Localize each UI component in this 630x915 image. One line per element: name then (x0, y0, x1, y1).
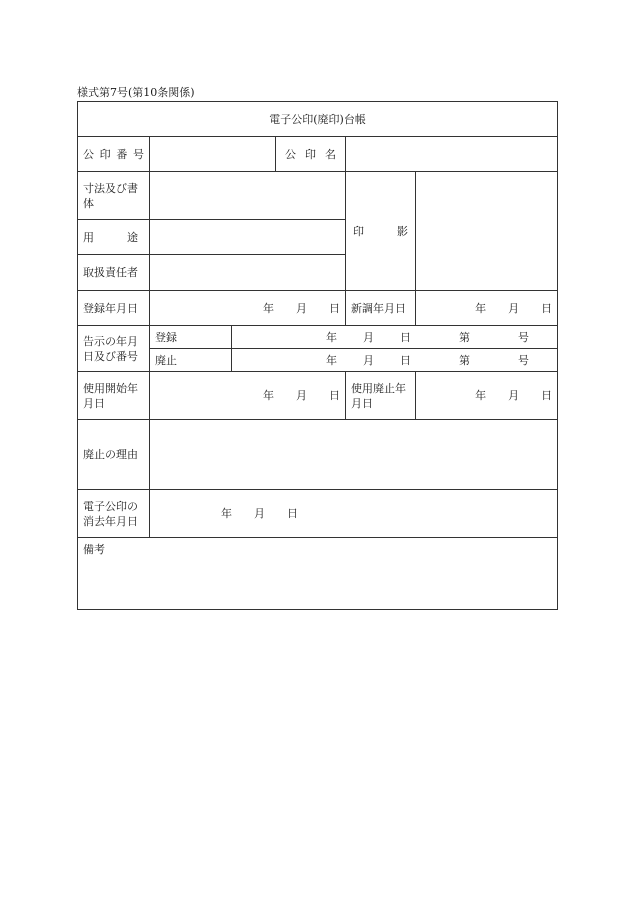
erase-date-field[interactable]: 年 月 日 (150, 490, 558, 538)
notice-abolish-field[interactable]: 年 月 日 第 号 (232, 349, 558, 372)
notice-registration-label: 登録 (150, 326, 232, 349)
seal-ledger-table (77, 101, 558, 610)
manager-field[interactable] (150, 255, 346, 291)
use-start-field[interactable]: 年 月 日 (150, 372, 346, 420)
registration-date-field[interactable]: 年 月 日 (150, 291, 346, 326)
remake-date-label: 新調年月日 (346, 291, 416, 326)
remake-date-field[interactable]: 年 月 日 (416, 291, 558, 326)
notice-abolish-label: 廃止 (150, 349, 232, 372)
reason-label: 廃止の理由 (78, 420, 150, 490)
seal-number-label: 公 印 番 号 (78, 137, 150, 172)
notice-registration-field[interactable]: 年 月 日 第 号 (232, 326, 558, 349)
seal-name-field[interactable] (346, 137, 558, 172)
dimensions-label: 寸法及び書体 (78, 172, 150, 220)
form-number-label: 様式第7号(第10条関係) (77, 86, 195, 99)
reason-field[interactable] (150, 420, 558, 490)
usage-label: 用 途 (78, 220, 150, 255)
registration-date-label: 登録年月日 (78, 291, 150, 326)
remarks-field[interactable] (78, 538, 558, 610)
impression-field[interactable] (416, 172, 558, 291)
use-end-label: 使用廃止年月日 (346, 372, 416, 420)
remarks-label: 備考 (83, 543, 105, 556)
use-start-label: 使用開始年月日 (78, 372, 150, 420)
ledger-title: 電子公印(廃印)台帳 (78, 102, 558, 137)
seal-name-label: 公 印 名 (276, 137, 346, 172)
impression-label: 印 影 (346, 172, 416, 291)
manager-label: 取扱責任者 (78, 255, 150, 291)
usage-field[interactable] (150, 220, 346, 255)
erase-date-label: 電子公印の消去年月日 (78, 490, 150, 538)
dimensions-field[interactable] (150, 172, 346, 220)
seal-number-field[interactable] (150, 137, 276, 172)
notice-label: 告示の年月日及び番号 (78, 326, 150, 372)
use-end-field[interactable]: 年 月 日 (416, 372, 558, 420)
